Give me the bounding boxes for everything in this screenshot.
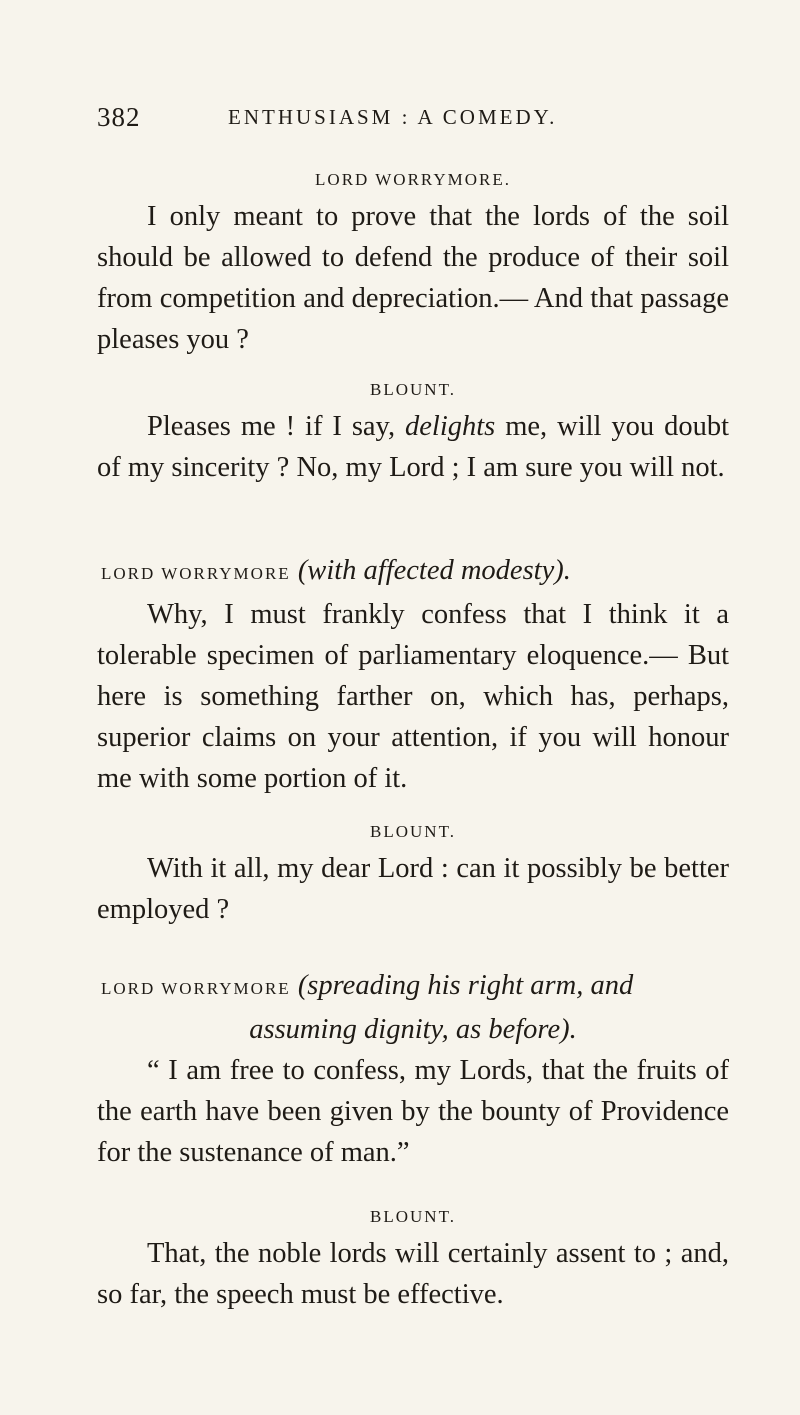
speech-text [97,406,729,488]
speech-paragraph: Why, I must frankly confess that I think it a tolerable specimen of parliamentary eloquence.— But here is something farther on, which has, perhaps, superior claims on your attention, if you will honour me with some portion of it. [97,599,729,794]
speech-paragraph: I only meant to prove that the lords of the soil should be allowed to defend the produce of their soil from competition and depreciation.— And that passage pleases you ? [97,201,729,355]
speech-lord-worrymore-3 [97,965,729,1173]
speech-paragraph: That, the noble lords will certainly assent to ; and, so far, the speech must be effective. [97,1238,729,1310]
stage-direction: (spreading his right arm, and [297,970,634,1001]
speech-blount-3 [97,1207,729,1315]
running-title: ENTHUSIASM : A COMEDY. [228,105,558,129]
speech-lord-worrymore-2 [97,550,729,799]
speech-run: Pleases me ! if I say, [147,411,406,442]
speech-text [97,196,729,360]
speech-text [97,1233,729,1315]
speaker-name: LORD WORRYMORE [101,564,291,583]
stage-direction: (with affected modesty). [297,555,571,586]
running-head [97,102,727,142]
speaker-name: BLOUNT. [370,1207,456,1226]
emphasis-word: delights [405,411,496,442]
speech-lord-worrymore-1 [97,170,729,360]
speech-blount-2 [97,822,729,930]
speech-text [97,848,729,930]
speech-text [97,1050,729,1173]
speech-paragraph [97,406,729,488]
speaker-name: BLOUNT. [370,380,456,399]
page-number: 382 [97,102,141,132]
speech-paragraph: With it all, my dear Lord : can it possibly be better employed ? [97,853,729,925]
speaker-line [97,965,729,1050]
speaker-name: LORD WORRYMORE [101,979,291,998]
speaker-line-1 [97,965,729,1009]
speech-text [97,594,729,799]
speaker-line-2 [97,1009,729,1050]
speech-blount-1 [97,380,729,488]
speech-run: me, will you doubt of my sincerity ? No, my Lord ; I am sure you will not. [97,411,729,483]
speaker-name: LORD WORRYMORE. [315,170,511,189]
speech-paragraph: “ I am free to confess, my Lords, that the fruits of the earth have been given by the bounty of Providence for the sustenance of man.” [97,1055,729,1168]
speaker-line [97,550,729,594]
stage-direction: assuming dignity, as before). [249,1014,577,1045]
speaker-name: BLOUNT. [370,822,456,841]
